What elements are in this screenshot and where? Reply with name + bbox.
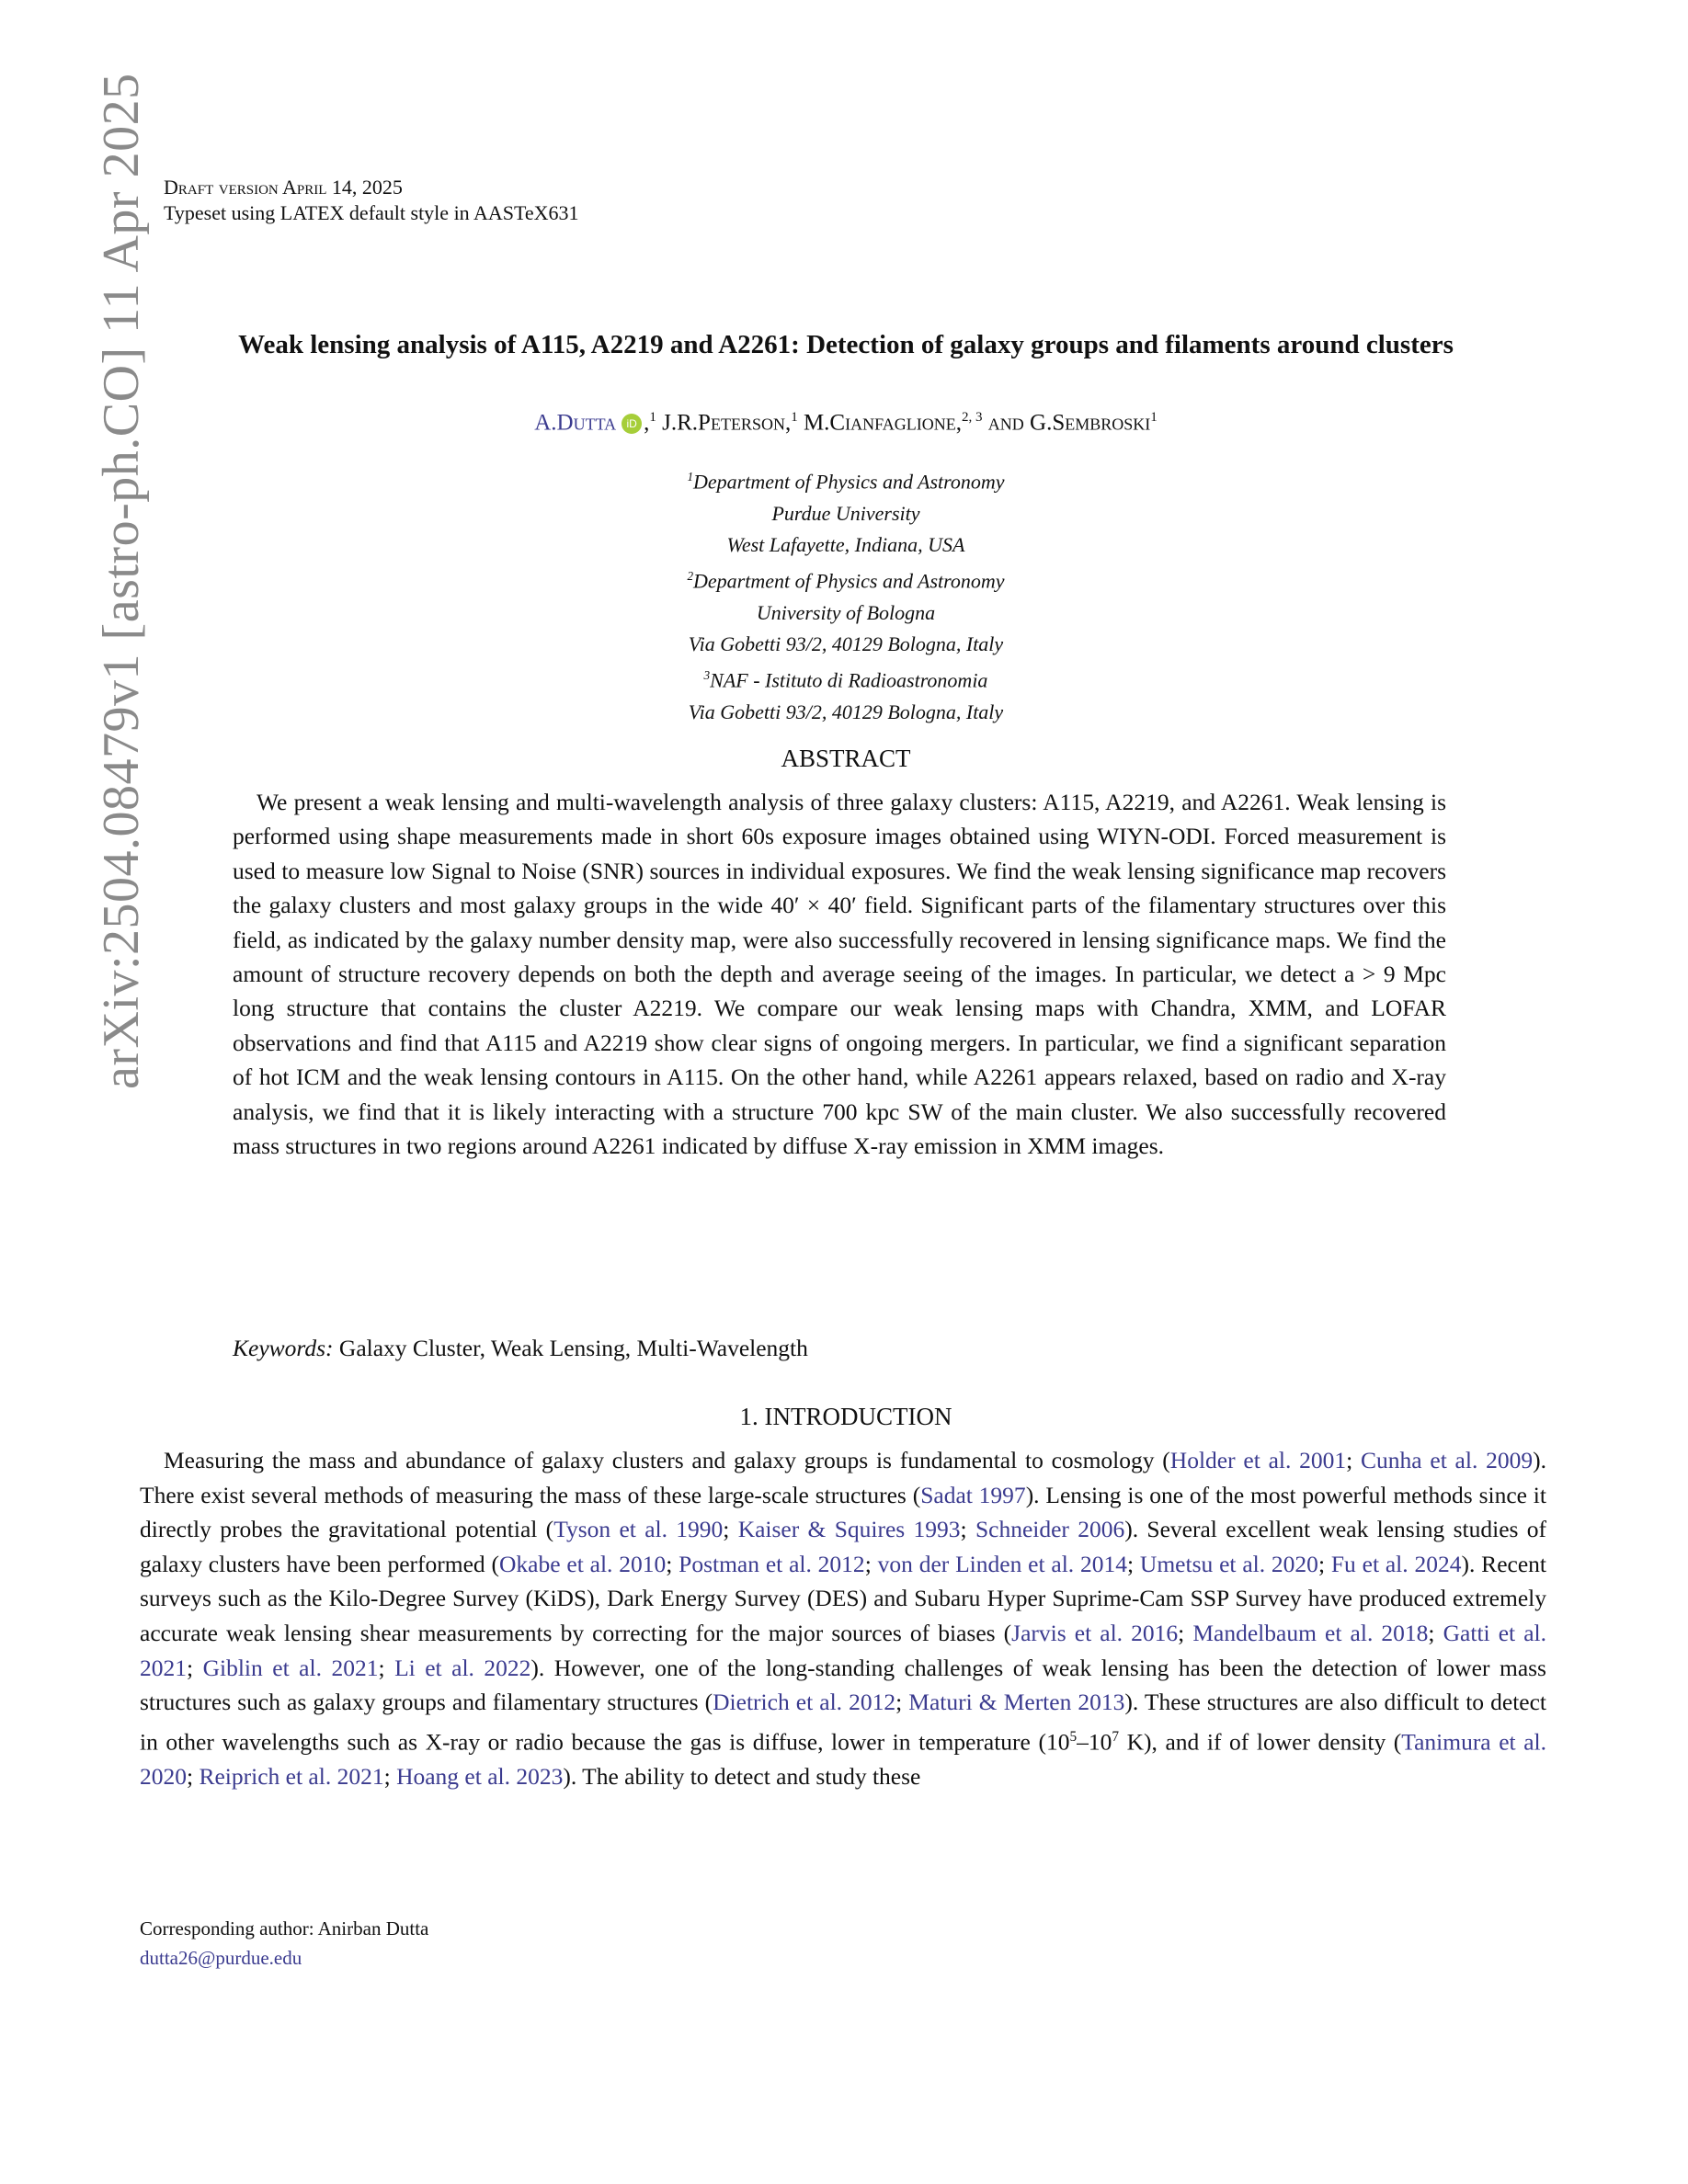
citation-link[interactable]: Postman et al. 2012 (679, 1550, 865, 1577)
paper-title: Weak lensing analysis of A115, A2219 and A2261: Detection of galaxy groups and filaments around clusters (238, 330, 1454, 359)
citation-link[interactable]: Holder et al. 2001 (1169, 1447, 1347, 1473)
keywords-text: Galaxy Cluster, Weak Lensing, Multi-Wavelength (338, 1335, 808, 1361)
typeset-line: Typeset using LATEX default style in AASTeX631 (164, 201, 579, 224)
intro-text-run: ; (666, 1550, 679, 1577)
affil-mark: 2 (687, 569, 694, 584)
abstract-heading: ABSTRACT (781, 745, 911, 772)
citation-link[interactable]: Cunha et al. 2009 (1361, 1447, 1534, 1473)
introduction-text (140, 1443, 1546, 1793)
superscript: 5 (1069, 1728, 1078, 1745)
abstract-text: We present a weak lensing and multi-wavelength analysis of three galaxy clusters: A115, A2219, and A2261. Weak lensing is performed using shape measurements made in short 60s exposure images obtained using WIYN-ODI. Forced measurement is used to measure low Signal to Noise (SNR) sources in individual exposures. We find the weak lensing significance map recovers the galaxy clusters and most galaxy groups in the wide 40′ × 40′ field. Significant parts of the filamentary structures over this field, as indicated by the galaxy number density map, were also successfully recovered in lensing significance maps. We find the amount of structure recovery depends on both the depth and average seeing of the images. In particular, we detect a > 9 Mpc long structure that contains the cluster A2219. We compare our weak lensing maps with Chandra, XMM, and LOFAR observations and find that A115 and A2219 show clear signs of ongoing mergers. In particular, we find a significant separation of hot ICM and the weak lensing contours in A115. On the other hand, while A2261 appears relaxed, based on radio and X-ray analysis, we find that it is likely interacting with a structure 700 kpc SW of the main cluster. We also successfully recovered mass structures in two regions around A2261 indicated by diffuse X-ray emission in XMM images. (233, 789, 1446, 1160)
intro-text-run: ). These structures are also difficult to detect in other wavelengths such as X-ray or radio because the gas is diffuse, lower in temperature (10 (140, 1689, 1547, 1756)
keywords (233, 1335, 808, 1362)
intro-text-run: ). Recent surveys such as the Kilo-Degree Survey (KiDS), Dark Energy Survey (DES) and Subaru Hyper Suprime-Cam SSP Survey have produced extremely accurate weak lensing shear measurements by correcting for the major sources of biases ( (140, 1550, 1546, 1646)
citation-link[interactable]: Sadat 1997 (920, 1481, 1026, 1508)
author-link[interactable]: A.Dutta (534, 410, 617, 436)
citation-link[interactable]: Reiprich et al. 2021 (199, 1762, 384, 1790)
author-affil-mark: 2, 3 (962, 410, 983, 425)
intro-text-run: ; (895, 1689, 909, 1716)
citation-link[interactable]: Jarvis et al. 2016 (1011, 1619, 1179, 1646)
corresponding-author: Corresponding author: Anirban Dutta (140, 1917, 429, 1939)
citation-link[interactable]: Li et al. 2022 (394, 1654, 531, 1681)
author-name: J.R.Peterson (662, 410, 785, 436)
intro-text-run: ; (960, 1516, 975, 1543)
citation-link[interactable]: Schneider 2006 (975, 1516, 1125, 1543)
author-affil-mark: 1 (1150, 410, 1158, 425)
intro-text-run: ). However, one of the long-standing challenges of weak lensing has been the detection of lower mass structures such as galaxy groups and filamentary structures ( (140, 1654, 1546, 1716)
citation-link[interactable]: Gatti et al. 2021 (140, 1619, 1547, 1681)
affil-mark: 1 (687, 470, 694, 483)
intro-text-run: ; (187, 1762, 200, 1790)
intro-text-run: ; (378, 1654, 395, 1681)
citation-link[interactable]: Umetsu et al. 2020 (1139, 1550, 1318, 1577)
citation-link[interactable]: Tanimura et al. 2020 (140, 1728, 1546, 1790)
arxiv-stamp: arXiv:2504.08479v1 [astro-ph.CO] 11 Apr 2025 (93, 73, 150, 1089)
citation-link[interactable]: Maturi & Merten 2013 (908, 1689, 1125, 1716)
affil-mark: 3 (703, 668, 711, 683)
author-list: A.Dutta iD ,$^1$ J.R.Peterson,$^1$ M.Cianfaglione,$^{2, 3}$ and G.Sembroski$^1$ (534, 410, 1158, 436)
citation-link[interactable]: Mandelbaum et al. 2018 (1192, 1619, 1429, 1646)
affiliations (515, 461, 1177, 728)
citation-link[interactable]: Giblin et al. 2021 (202, 1654, 379, 1681)
author-name: G.Sembroski (1030, 410, 1151, 436)
affiliation-line: West Lafayette, Indiana, USA (726, 532, 965, 556)
affiliation-line: $^1$Department of Physics and Astronomy (687, 470, 1005, 494)
author-name: M.Cianfaglione (803, 410, 956, 436)
citation-link[interactable]: Dietrich et al. 2012 (713, 1689, 896, 1716)
intro-text-run: Measuring the mass and abundance of galaxy clusters and galaxy groups is fundamental to cosmology ( (164, 1447, 1170, 1473)
author-and: and (987, 410, 1024, 436)
intro-text-run: ; (383, 1762, 397, 1790)
intro-text-run: ; (1317, 1550, 1331, 1577)
intro-text-run: –10 (1077, 1728, 1112, 1756)
intro-text-run: ). Lensing is one of the most powerful methods since it directly probes the gravitational potential ( (140, 1481, 1546, 1543)
section-heading-introduction: 1. INTRODUCTION (739, 1403, 952, 1430)
intro-text-run: ; (1178, 1619, 1193, 1646)
intro-text-run: ). There exist several methods of measuring the mass of these large-scale structures ( (140, 1447, 1546, 1508)
affiliation-line: Via Gobetti 93/2, 40129 Bologna, Italy (688, 700, 1004, 724)
intro-text-run: ). The ability to detect and study these (563, 1762, 921, 1790)
author-affil-mark: 1 (649, 410, 656, 425)
affiliation-line: University of Bologna (756, 600, 936, 624)
citation-link[interactable]: von der Linden et al. 2014 (877, 1550, 1127, 1577)
intro-text-run: K), and if of lower density ( (1119, 1728, 1402, 1756)
draft-header (164, 175, 579, 226)
intro-text-run: ; (187, 1654, 203, 1681)
orcid-icon[interactable]: iD (622, 414, 642, 434)
citation-link[interactable]: Tyson et al. 1990 (553, 1516, 724, 1543)
affiliation-line: $^3$NAF - Istituto di Radioastronomia (703, 668, 988, 692)
author-affil-mark: 1 (791, 410, 798, 425)
superscript: 7 (1112, 1728, 1120, 1745)
citation-link[interactable]: Kaiser & Squires 1993 (737, 1516, 961, 1543)
intro-text-run: ; (1428, 1619, 1443, 1646)
intro-text-run: ; (1346, 1447, 1362, 1473)
footnote (140, 1914, 428, 1973)
affiliation-line: Via Gobetti 93/2, 40129 Bologna, Italy (688, 632, 1004, 656)
keywords-label: Keywords: (233, 1335, 334, 1361)
citation-link[interactable]: Okabe et al. 2010 (499, 1550, 667, 1577)
intro-text-run: ; (1127, 1550, 1140, 1577)
intro-text-run: ; (723, 1516, 738, 1543)
email-link[interactable]: dutta26@purdue.edu (140, 1947, 302, 1969)
citation-link[interactable]: Fu et al. 2024 (1330, 1550, 1462, 1577)
affiliation-line: Purdue University (771, 501, 920, 525)
draft-version: Draft version April 14, 2025 (164, 176, 403, 199)
intro-text-run: ; (864, 1550, 878, 1577)
intro-text-run: ). Several excellent weak lensing studies of galaxy clusters have been performed ( (140, 1516, 1546, 1577)
affiliation-line: $^2$Department of Physics and Astronomy (687, 569, 1005, 593)
citation-link[interactable]: Hoang et al. 2023 (396, 1762, 564, 1790)
